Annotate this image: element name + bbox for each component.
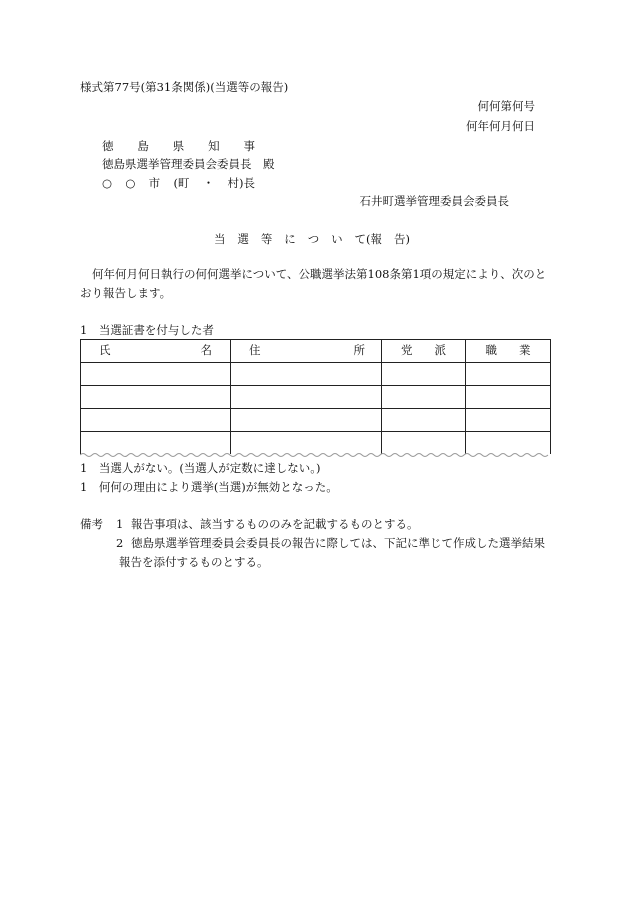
title-char: て(報 xyxy=(354,232,383,246)
header-occupation: 職 業 xyxy=(466,340,551,363)
remarks-item-2-line-2: 報告を添付するものとする。 xyxy=(119,555,269,569)
table-header-row xyxy=(81,340,551,363)
document-title xyxy=(214,233,410,247)
table-cell xyxy=(466,386,551,409)
table-cell xyxy=(382,432,466,455)
table-row xyxy=(81,432,551,455)
table-break-wavy-line xyxy=(80,452,550,458)
remarks-item-1: 報告事項は、該当するもののみを記載するものとする。 xyxy=(131,517,419,531)
header-party: 党 派 xyxy=(382,340,466,363)
elected-persons-table xyxy=(80,339,551,454)
table-cell xyxy=(382,363,466,386)
table-row xyxy=(81,409,551,432)
title-char: つ xyxy=(307,232,320,246)
section-1-heading: 1 当選証書を付与した者 xyxy=(80,323,214,337)
table-cell xyxy=(231,409,382,432)
table-cell xyxy=(466,409,551,432)
body-line-1: 何年何月何日執行の何何選挙について、公職選挙法第108条第1項の規定により、次のと xyxy=(92,267,547,281)
remarks-item-2-number: 2 xyxy=(116,536,124,550)
addressee-char: 村)長 xyxy=(227,176,255,190)
table-cell xyxy=(81,432,231,455)
addressee-char: 島 xyxy=(137,139,149,153)
title-char: に xyxy=(284,232,296,246)
table-cell xyxy=(81,363,231,386)
addressee-char: 徳 xyxy=(102,139,114,153)
table-cell xyxy=(382,409,466,432)
table-cell xyxy=(231,363,382,386)
title-char: 当 xyxy=(214,232,226,246)
table-cell xyxy=(231,386,382,409)
addressee-governor xyxy=(102,140,255,154)
table-cell xyxy=(81,386,231,409)
alternative-invalidated: 1 何何の理由により選挙(当選)が無効となった。 xyxy=(80,480,338,494)
table-cell xyxy=(466,363,551,386)
addressee-mayor xyxy=(102,177,255,191)
body-line-2: おり報告します。 xyxy=(80,286,172,300)
header-name: 氏 名 xyxy=(81,340,231,363)
addressee-char: 事 xyxy=(243,139,255,153)
document-number: 何何第何号 xyxy=(477,99,535,113)
table-cell xyxy=(81,409,231,432)
alternative-no-elected: 1 当選人がない。(当選人が定数に達しない。) xyxy=(80,461,321,475)
table-cell xyxy=(382,386,466,409)
table-cell xyxy=(231,432,382,455)
remarks-label: 備考 xyxy=(80,517,103,531)
form-header: 様式第77号(第31条関係)(当選等の報告) xyxy=(80,80,289,94)
addressee-char: ・ xyxy=(202,176,215,190)
addressee-char: 市 xyxy=(148,176,161,190)
addressee-char: 県 xyxy=(172,139,185,153)
table-row xyxy=(81,386,551,409)
addressee-char: ○ xyxy=(125,176,136,190)
title-char: 等 xyxy=(260,232,273,246)
document-date: 何年何月何日 xyxy=(466,119,535,133)
remarks-item-2-line-1: 徳島県選挙管理委員会委員長の報告に際しては、下記に準じて作成した選挙結果 xyxy=(131,536,545,550)
sender-name: 石井町選挙管理委員会委員長 xyxy=(359,194,509,208)
title-char: 選 xyxy=(237,232,249,246)
remarks-item-1-number: 1 xyxy=(116,517,124,531)
addressee-election-commission: 徳島県選挙管理委員会委員長 殿 xyxy=(102,157,275,171)
header-address: 住 所 xyxy=(231,340,382,363)
title-char: い xyxy=(331,232,343,246)
addressee-char: ○ xyxy=(102,176,113,190)
addressee-char: 知 xyxy=(208,139,220,153)
table-cell xyxy=(466,432,551,455)
addressee-char: (町 xyxy=(173,176,190,190)
title-char: 告) xyxy=(393,232,410,246)
table-row xyxy=(81,363,551,386)
